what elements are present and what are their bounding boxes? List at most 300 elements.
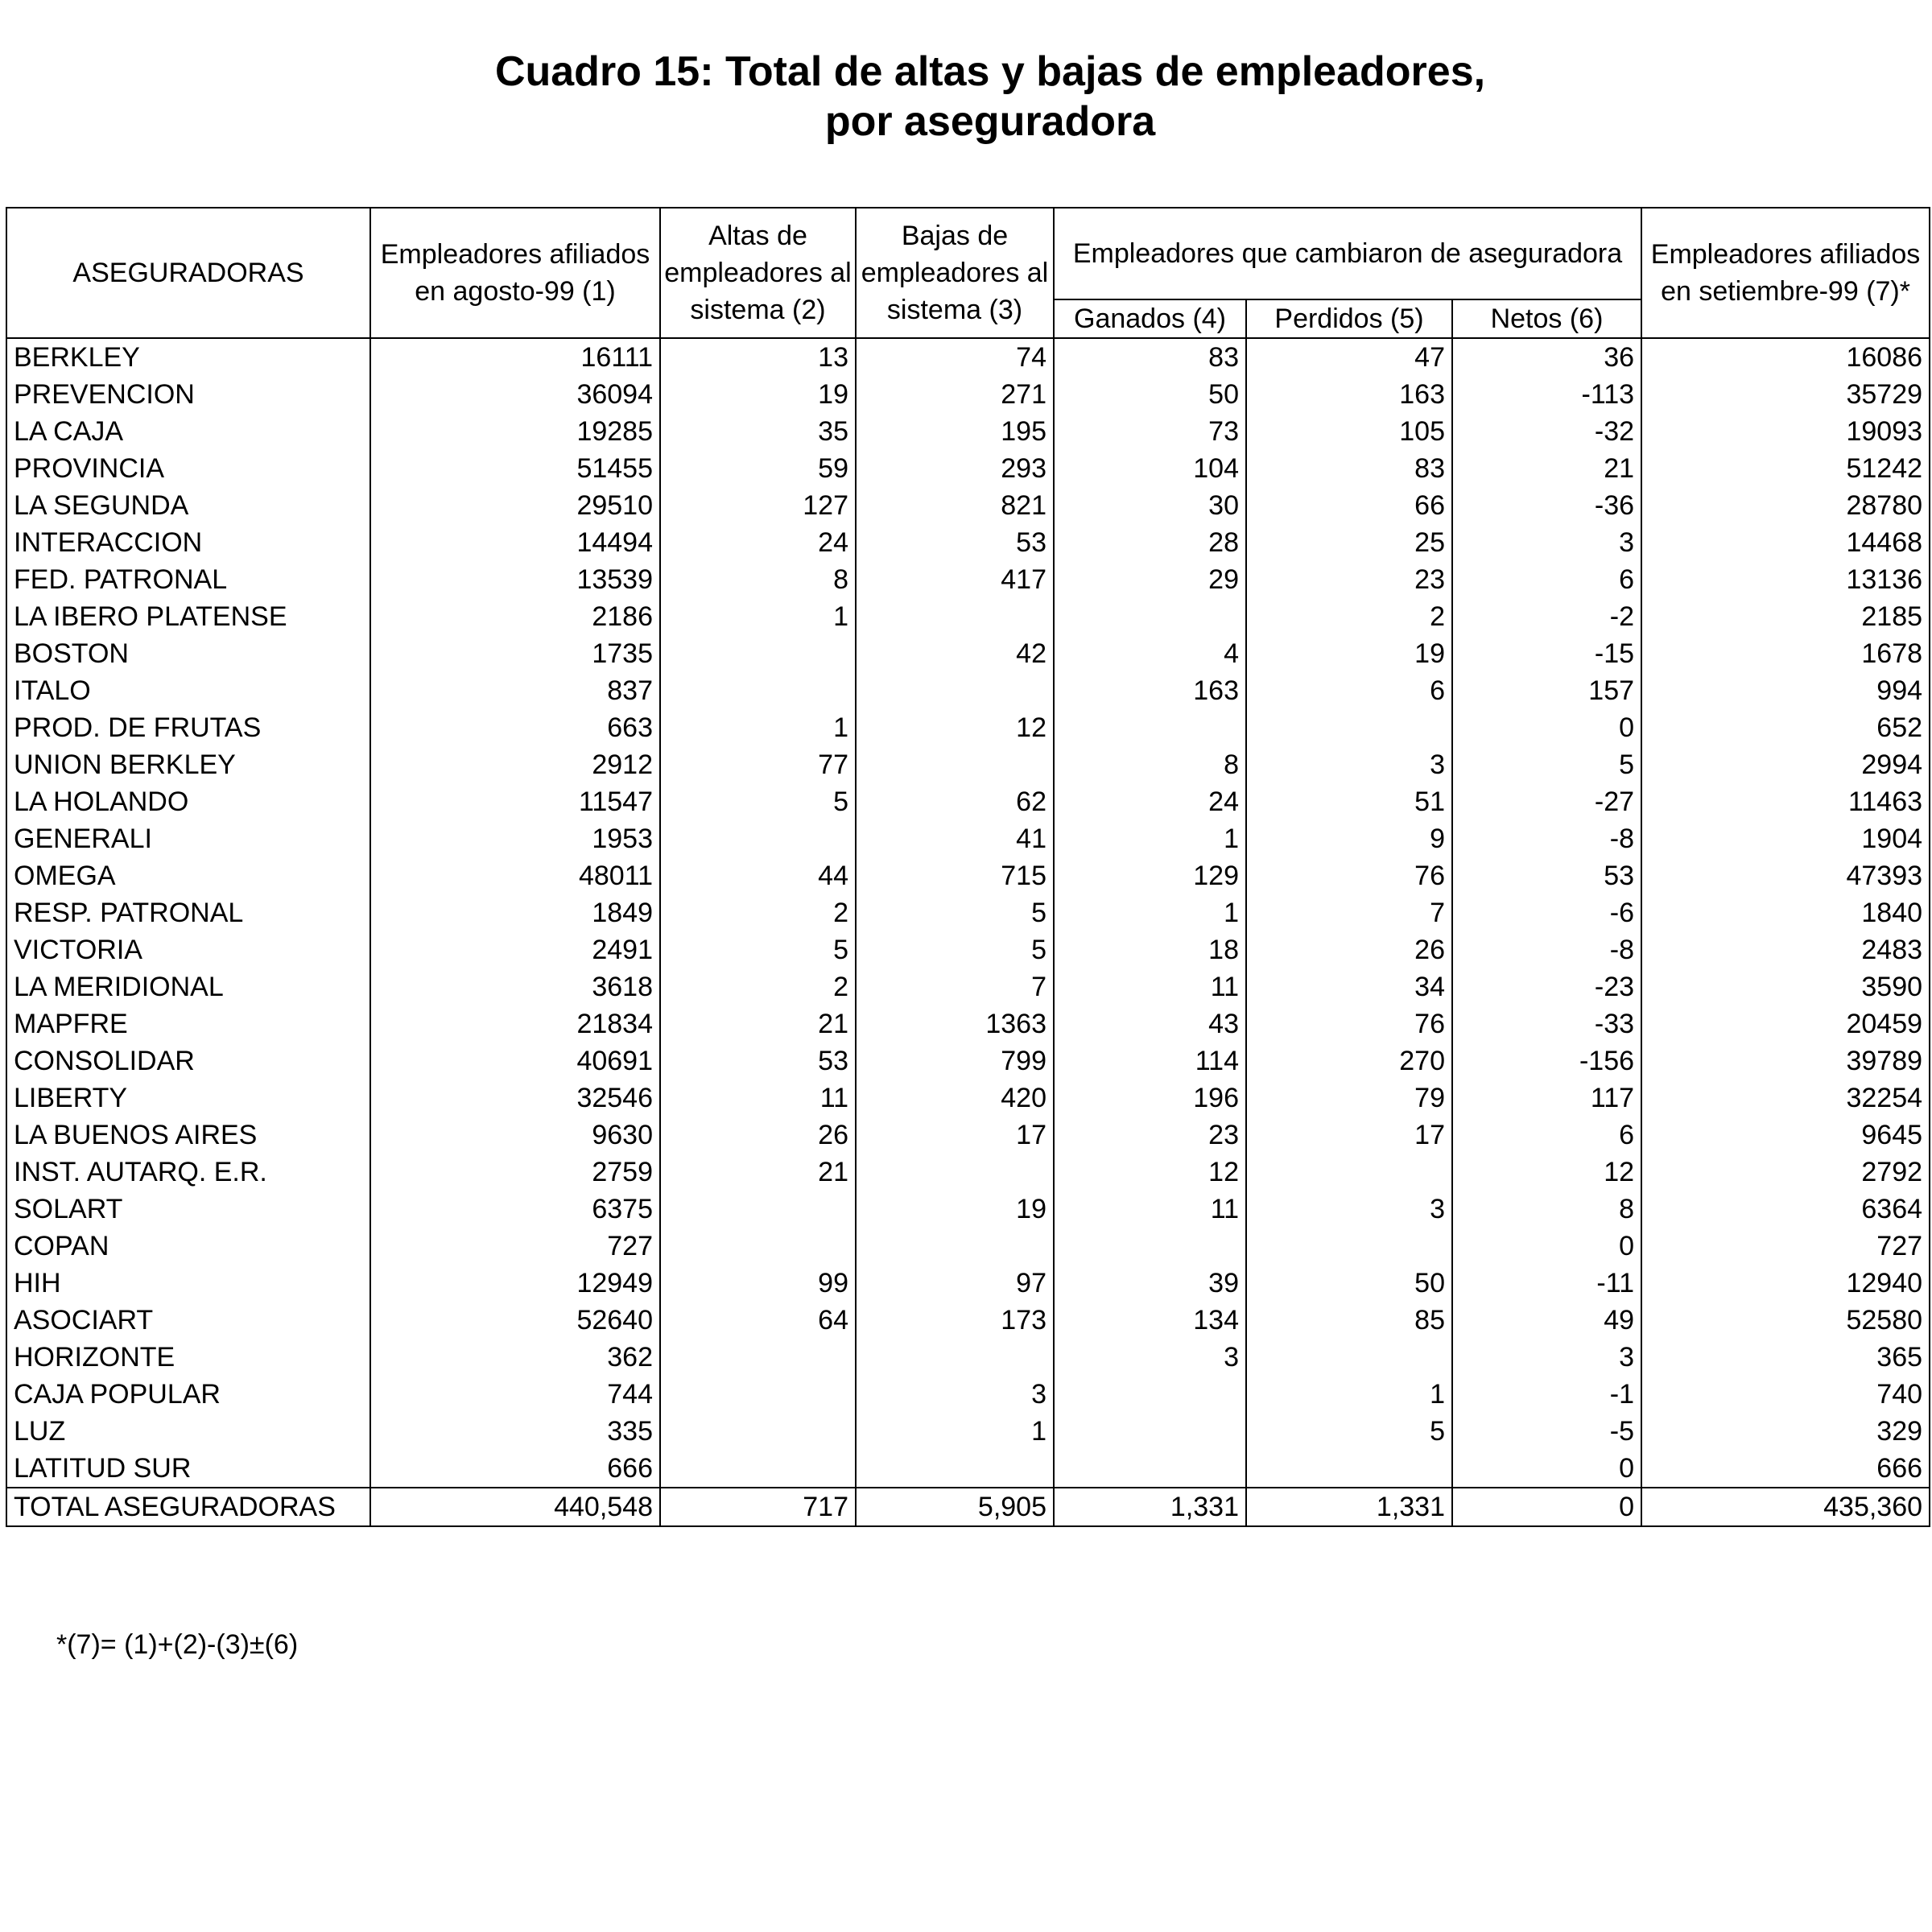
table-row bbox=[6, 1413, 1930, 1450]
cell-insurer-name: CAJA POPULAR bbox=[6, 1376, 370, 1413]
cell-afiliados-setiembre: 2994 bbox=[1641, 746, 1930, 783]
cell-insurer-name: CONSOLIDAR bbox=[6, 1042, 370, 1080]
cell-perdidos bbox=[1246, 709, 1452, 746]
cell-perdidos: 270 bbox=[1246, 1042, 1452, 1080]
cell-afiliados-setiembre: 35729 bbox=[1641, 376, 1930, 413]
cell-ganados: 163 bbox=[1054, 672, 1246, 709]
cell-perdidos: 1 bbox=[1246, 1376, 1452, 1413]
cell-altas: 2 bbox=[660, 894, 856, 931]
cell-afiliados-agosto: 2912 bbox=[370, 746, 660, 783]
cell-netos: 53 bbox=[1452, 857, 1641, 894]
total-perdidos: 1,331 bbox=[1246, 1488, 1452, 1526]
table-row bbox=[6, 894, 1930, 931]
cell-ganados: 104 bbox=[1054, 450, 1246, 487]
cell-afiliados-setiembre: 12940 bbox=[1641, 1265, 1930, 1302]
cell-bajas: 173 bbox=[856, 1302, 1054, 1339]
cell-afiliados-setiembre: 51242 bbox=[1641, 450, 1930, 487]
cell-ganados: 196 bbox=[1054, 1080, 1246, 1117]
cell-ganados bbox=[1054, 1450, 1246, 1488]
cell-perdidos: 76 bbox=[1246, 857, 1452, 894]
cell-perdidos: 34 bbox=[1246, 968, 1452, 1005]
cell-afiliados-agosto: 40691 bbox=[370, 1042, 660, 1080]
cell-insurer-name: LATITUD SUR bbox=[6, 1450, 370, 1488]
cell-netos: -33 bbox=[1452, 1005, 1641, 1042]
cell-afiliados-agosto: 2186 bbox=[370, 598, 660, 635]
cell-netos: 12 bbox=[1452, 1154, 1641, 1191]
cell-perdidos bbox=[1246, 1154, 1452, 1191]
cell-bajas: 271 bbox=[856, 376, 1054, 413]
cell-bajas bbox=[856, 1450, 1054, 1488]
title-line-1: Cuadro 15: Total de altas y bajas de empleadores, bbox=[494, 48, 1486, 95]
cell-bajas: 97 bbox=[856, 1265, 1054, 1302]
cell-netos: 0 bbox=[1452, 1228, 1641, 1265]
cell-netos: -11 bbox=[1452, 1265, 1641, 1302]
cell-altas: 1 bbox=[660, 598, 856, 635]
cell-bajas bbox=[856, 1228, 1054, 1265]
cell-bajas: 821 bbox=[856, 487, 1054, 524]
cell-insurer-name: LIBERTY bbox=[6, 1080, 370, 1117]
cell-afiliados-setiembre: 1840 bbox=[1641, 894, 1930, 931]
cell-afiliados-agosto: 14494 bbox=[370, 524, 660, 561]
table-row bbox=[6, 709, 1930, 746]
cell-altas: 59 bbox=[660, 450, 856, 487]
cell-altas: 1 bbox=[660, 709, 856, 746]
cell-ganados: 30 bbox=[1054, 487, 1246, 524]
cell-afiliados-agosto: 13539 bbox=[370, 561, 660, 598]
table-row bbox=[6, 1154, 1930, 1191]
cell-netos: 6 bbox=[1452, 1117, 1641, 1154]
cell-bajas: 12 bbox=[856, 709, 1054, 746]
cell-insurer-name: LA HOLANDO bbox=[6, 783, 370, 820]
cell-afiliados-agosto: 663 bbox=[370, 709, 660, 746]
cell-netos: 6 bbox=[1452, 561, 1641, 598]
table-row bbox=[6, 376, 1930, 413]
cell-afiliados-agosto: 744 bbox=[370, 1376, 660, 1413]
header-afiliados-agosto: Empleadores afiliados en agosto-99 (1) bbox=[370, 208, 660, 338]
cell-bajas: 715 bbox=[856, 857, 1054, 894]
cell-altas: 99 bbox=[660, 1265, 856, 1302]
cell-afiliados-setiembre: 1678 bbox=[1641, 635, 1930, 672]
cell-ganados: 23 bbox=[1054, 1117, 1246, 1154]
cell-perdidos: 3 bbox=[1246, 1191, 1452, 1228]
cell-bajas: 74 bbox=[856, 338, 1054, 376]
header-afiliados-setiembre: Empleadores afiliados en setiembre-99 (7)* bbox=[1641, 208, 1930, 338]
cell-altas bbox=[660, 1376, 856, 1413]
cell-ganados: 73 bbox=[1054, 413, 1246, 450]
cell-bajas: 53 bbox=[856, 524, 1054, 561]
cell-altas: 19 bbox=[660, 376, 856, 413]
insurers-table bbox=[6, 207, 1930, 1527]
cell-afiliados-agosto: 2491 bbox=[370, 931, 660, 968]
table-row bbox=[6, 524, 1930, 561]
cell-netos: 49 bbox=[1452, 1302, 1641, 1339]
table-row bbox=[6, 1080, 1930, 1117]
cell-netos: 157 bbox=[1452, 672, 1641, 709]
cell-bajas bbox=[856, 598, 1054, 635]
cell-ganados: 3 bbox=[1054, 1339, 1246, 1376]
cell-altas bbox=[660, 1228, 856, 1265]
cell-bajas: 195 bbox=[856, 413, 1054, 450]
cell-bajas bbox=[856, 672, 1054, 709]
cell-afiliados-setiembre: 994 bbox=[1641, 672, 1930, 709]
cell-insurer-name: BOSTON bbox=[6, 635, 370, 672]
cell-perdidos: 66 bbox=[1246, 487, 1452, 524]
cell-ganados: 29 bbox=[1054, 561, 1246, 598]
cell-insurer-name: LA BUENOS AIRES bbox=[6, 1117, 370, 1154]
cell-afiliados-setiembre: 3590 bbox=[1641, 968, 1930, 1005]
cell-perdidos: 2 bbox=[1246, 598, 1452, 635]
cell-ganados: 134 bbox=[1054, 1302, 1246, 1339]
cell-afiliados-setiembre: 32254 bbox=[1641, 1080, 1930, 1117]
cell-bajas: 3 bbox=[856, 1376, 1054, 1413]
cell-ganados: 39 bbox=[1054, 1265, 1246, 1302]
cell-netos: -113 bbox=[1452, 376, 1641, 413]
cell-bajas: 417 bbox=[856, 561, 1054, 598]
cell-bajas: 420 bbox=[856, 1080, 1054, 1117]
cell-insurer-name: BERKLEY bbox=[6, 338, 370, 376]
header-perdidos: Perdidos (5) bbox=[1246, 299, 1452, 338]
table-row bbox=[6, 1302, 1930, 1339]
cell-bajas: 1 bbox=[856, 1413, 1054, 1450]
header-bajas: Bajas de empleadores al sistema (3) bbox=[856, 208, 1054, 338]
cell-ganados: 1 bbox=[1054, 894, 1246, 931]
cell-afiliados-agosto: 12949 bbox=[370, 1265, 660, 1302]
cell-afiliados-agosto: 36094 bbox=[370, 376, 660, 413]
cell-afiliados-agosto: 837 bbox=[370, 672, 660, 709]
cell-afiliados-setiembre: 28780 bbox=[1641, 487, 1930, 524]
cell-altas bbox=[660, 672, 856, 709]
cell-perdidos: 50 bbox=[1246, 1265, 1452, 1302]
total-label: TOTAL ASEGURADORAS bbox=[6, 1488, 370, 1526]
cell-bajas bbox=[856, 746, 1054, 783]
cell-ganados: 83 bbox=[1054, 338, 1246, 376]
cell-afiliados-setiembre: 666 bbox=[1641, 1450, 1930, 1488]
cell-perdidos: 105 bbox=[1246, 413, 1452, 450]
cell-insurer-name: ITALO bbox=[6, 672, 370, 709]
cell-netos: -2 bbox=[1452, 598, 1641, 635]
header-ganados: Ganados (4) bbox=[1054, 299, 1246, 338]
cell-afiliados-setiembre: 365 bbox=[1641, 1339, 1930, 1376]
cell-altas: 21 bbox=[660, 1154, 856, 1191]
table-row bbox=[6, 1042, 1930, 1080]
cell-perdidos: 51 bbox=[1246, 783, 1452, 820]
cell-altas: 5 bbox=[660, 931, 856, 968]
cell-netos: -6 bbox=[1452, 894, 1641, 931]
cell-altas: 5 bbox=[660, 783, 856, 820]
cell-netos: -27 bbox=[1452, 783, 1641, 820]
cell-perdidos bbox=[1246, 1339, 1452, 1376]
cell-netos: -5 bbox=[1452, 1413, 1641, 1450]
footnote: *(7)= (1)+(2)-(3)±(6) bbox=[56, 1629, 299, 1660]
cell-bajas: 19 bbox=[856, 1191, 1054, 1228]
cell-netos: 5 bbox=[1452, 746, 1641, 783]
cell-altas bbox=[660, 1339, 856, 1376]
table-row bbox=[6, 1450, 1930, 1488]
cell-bajas: 5 bbox=[856, 894, 1054, 931]
cell-altas bbox=[660, 820, 856, 857]
header-cambiaron: Empleadores que cambiaron de aseguradora bbox=[1054, 208, 1641, 299]
cell-afiliados-setiembre: 2185 bbox=[1641, 598, 1930, 635]
cell-bajas: 42 bbox=[856, 635, 1054, 672]
cell-netos: 21 bbox=[1452, 450, 1641, 487]
cell-ganados bbox=[1054, 709, 1246, 746]
cell-afiliados-setiembre: 20459 bbox=[1641, 1005, 1930, 1042]
table-row bbox=[6, 857, 1930, 894]
cell-perdidos bbox=[1246, 1450, 1452, 1488]
total-row bbox=[6, 1488, 1930, 1526]
cell-ganados: 4 bbox=[1054, 635, 1246, 672]
cell-insurer-name: LA SEGUNDA bbox=[6, 487, 370, 524]
table-row bbox=[6, 635, 1930, 672]
cell-afiliados-agosto: 9630 bbox=[370, 1117, 660, 1154]
cell-ganados: 50 bbox=[1054, 376, 1246, 413]
cell-insurer-name: OMEGA bbox=[6, 857, 370, 894]
table-body bbox=[6, 338, 1930, 1488]
cell-altas: 64 bbox=[660, 1302, 856, 1339]
total-afiliados-agosto: 440,548 bbox=[370, 1488, 660, 1526]
cell-ganados bbox=[1054, 1376, 1246, 1413]
cell-afiliados-agosto: 21834 bbox=[370, 1005, 660, 1042]
cell-ganados: 8 bbox=[1054, 746, 1246, 783]
cell-afiliados-agosto: 1953 bbox=[370, 820, 660, 857]
total-ganados: 1,331 bbox=[1054, 1488, 1246, 1526]
cell-netos: 117 bbox=[1452, 1080, 1641, 1117]
cell-perdidos: 7 bbox=[1246, 894, 1452, 931]
cell-netos: 0 bbox=[1452, 709, 1641, 746]
cell-afiliados-setiembre: 19093 bbox=[1641, 413, 1930, 450]
cell-bajas bbox=[856, 1154, 1054, 1191]
cell-altas: 53 bbox=[660, 1042, 856, 1080]
cell-insurer-name: RESP. PATRONAL bbox=[6, 894, 370, 931]
cell-netos: -156 bbox=[1452, 1042, 1641, 1080]
cell-bajas: 1363 bbox=[856, 1005, 1054, 1042]
cell-bajas: 62 bbox=[856, 783, 1054, 820]
total-netos: 0 bbox=[1452, 1488, 1641, 1526]
cell-bajas: 41 bbox=[856, 820, 1054, 857]
cell-afiliados-setiembre: 13136 bbox=[1641, 561, 1930, 598]
cell-afiliados-agosto: 1735 bbox=[370, 635, 660, 672]
cell-afiliados-setiembre: 39789 bbox=[1641, 1042, 1930, 1080]
table-row bbox=[6, 1191, 1930, 1228]
cell-insurer-name: INTERACCION bbox=[6, 524, 370, 561]
cell-perdidos bbox=[1246, 1228, 1452, 1265]
table-row bbox=[6, 1005, 1930, 1042]
table-row bbox=[6, 968, 1930, 1005]
cell-perdidos: 47 bbox=[1246, 338, 1452, 376]
cell-insurer-name: UNION BERKLEY bbox=[6, 746, 370, 783]
cell-netos: -1 bbox=[1452, 1376, 1641, 1413]
cell-afiliados-setiembre: 9645 bbox=[1641, 1117, 1930, 1154]
table-row bbox=[6, 561, 1930, 598]
cell-netos: -15 bbox=[1452, 635, 1641, 672]
cell-afiliados-agosto: 335 bbox=[370, 1413, 660, 1450]
cell-altas bbox=[660, 1413, 856, 1450]
cell-altas bbox=[660, 1191, 856, 1228]
cell-insurer-name: HIH bbox=[6, 1265, 370, 1302]
cell-bajas: 7 bbox=[856, 968, 1054, 1005]
cell-bajas: 293 bbox=[856, 450, 1054, 487]
table-row bbox=[6, 931, 1930, 968]
table-row bbox=[6, 1228, 1930, 1265]
table-row bbox=[6, 1265, 1930, 1302]
cell-altas: 24 bbox=[660, 524, 856, 561]
cell-insurer-name: SOLART bbox=[6, 1191, 370, 1228]
header-altas: Altas de empleadores al sistema (2) bbox=[660, 208, 856, 338]
cell-netos: 0 bbox=[1452, 1450, 1641, 1488]
cell-insurer-name: INST. AUTARQ. E.R. bbox=[6, 1154, 370, 1191]
cell-perdidos: 76 bbox=[1246, 1005, 1452, 1042]
cell-perdidos: 9 bbox=[1246, 820, 1452, 857]
cell-bajas: 5 bbox=[856, 931, 1054, 968]
cell-afiliados-setiembre: 52580 bbox=[1641, 1302, 1930, 1339]
cell-afiliados-agosto: 16111 bbox=[370, 338, 660, 376]
cell-afiliados-setiembre: 11463 bbox=[1641, 783, 1930, 820]
cell-afiliados-setiembre: 14468 bbox=[1641, 524, 1930, 561]
cell-afiliados-agosto: 29510 bbox=[370, 487, 660, 524]
cell-afiliados-agosto: 2759 bbox=[370, 1154, 660, 1191]
cell-netos: 36 bbox=[1452, 338, 1641, 376]
cell-altas: 26 bbox=[660, 1117, 856, 1154]
cell-perdidos: 83 bbox=[1246, 450, 1452, 487]
cell-ganados bbox=[1054, 1413, 1246, 1450]
cell-altas bbox=[660, 635, 856, 672]
cell-ganados: 43 bbox=[1054, 1005, 1246, 1042]
cell-ganados: 114 bbox=[1054, 1042, 1246, 1080]
cell-afiliados-agosto: 727 bbox=[370, 1228, 660, 1265]
cell-ganados: 129 bbox=[1054, 857, 1246, 894]
cell-afiliados-setiembre: 2483 bbox=[1641, 931, 1930, 968]
cell-insurer-name: PREVENCION bbox=[6, 376, 370, 413]
cell-netos: 8 bbox=[1452, 1191, 1641, 1228]
cell-ganados: 11 bbox=[1054, 1191, 1246, 1228]
cell-insurer-name: LA CAJA bbox=[6, 413, 370, 450]
cell-ganados: 24 bbox=[1054, 783, 1246, 820]
cell-ganados: 11 bbox=[1054, 968, 1246, 1005]
cell-altas: 35 bbox=[660, 413, 856, 450]
cell-netos: -8 bbox=[1452, 931, 1641, 968]
table-row bbox=[6, 450, 1930, 487]
cell-afiliados-agosto: 52640 bbox=[370, 1302, 660, 1339]
table-row bbox=[6, 1339, 1930, 1376]
cell-altas: 8 bbox=[660, 561, 856, 598]
cell-ganados: 18 bbox=[1054, 931, 1246, 968]
table-row bbox=[6, 413, 1930, 450]
table-row bbox=[6, 487, 1930, 524]
cell-insurer-name: ASOCIART bbox=[6, 1302, 370, 1339]
cell-afiliados-setiembre: 6364 bbox=[1641, 1191, 1930, 1228]
cell-bajas: 17 bbox=[856, 1117, 1054, 1154]
cell-perdidos: 3 bbox=[1246, 746, 1452, 783]
title-line-2: por aseguradora bbox=[824, 98, 1156, 145]
cell-bajas: 799 bbox=[856, 1042, 1054, 1080]
cell-ganados: 1 bbox=[1054, 820, 1246, 857]
cell-insurer-name: PROVINCIA bbox=[6, 450, 370, 487]
cell-ganados bbox=[1054, 598, 1246, 635]
cell-afiliados-setiembre: 329 bbox=[1641, 1413, 1930, 1450]
cell-netos: -36 bbox=[1452, 487, 1641, 524]
cell-afiliados-agosto: 6375 bbox=[370, 1191, 660, 1228]
cell-afiliados-setiembre: 47393 bbox=[1641, 857, 1930, 894]
cell-insurer-name: MAPFRE bbox=[6, 1005, 370, 1042]
page-title bbox=[0, 47, 1932, 147]
cell-afiliados-agosto: 362 bbox=[370, 1339, 660, 1376]
total-bajas: 5,905 bbox=[856, 1488, 1054, 1526]
cell-afiliados-agosto: 3618 bbox=[370, 968, 660, 1005]
cell-afiliados-setiembre: 16086 bbox=[1641, 338, 1930, 376]
cell-insurer-name: VICTORIA bbox=[6, 931, 370, 968]
total-afiliados-setiembre: 435,360 bbox=[1641, 1488, 1930, 1526]
cell-altas: 77 bbox=[660, 746, 856, 783]
cell-perdidos: 5 bbox=[1246, 1413, 1452, 1450]
cell-perdidos: 26 bbox=[1246, 931, 1452, 968]
cell-perdidos: 19 bbox=[1246, 635, 1452, 672]
cell-netos: -23 bbox=[1452, 968, 1641, 1005]
cell-perdidos: 163 bbox=[1246, 376, 1452, 413]
cell-afiliados-setiembre: 1904 bbox=[1641, 820, 1930, 857]
cell-bajas bbox=[856, 1339, 1054, 1376]
cell-insurer-name: COPAN bbox=[6, 1228, 370, 1265]
cell-perdidos: 23 bbox=[1246, 561, 1452, 598]
cell-altas: 13 bbox=[660, 338, 856, 376]
cell-afiliados-setiembre: 652 bbox=[1641, 709, 1930, 746]
table-row bbox=[6, 672, 1930, 709]
cell-afiliados-agosto: 19285 bbox=[370, 413, 660, 450]
cell-ganados: 28 bbox=[1054, 524, 1246, 561]
table-row bbox=[6, 783, 1930, 820]
cell-afiliados-agosto: 32546 bbox=[370, 1080, 660, 1117]
table-row bbox=[6, 1117, 1930, 1154]
header-netos: Netos (6) bbox=[1452, 299, 1641, 338]
cell-insurer-name: HORIZONTE bbox=[6, 1339, 370, 1376]
cell-afiliados-agosto: 51455 bbox=[370, 450, 660, 487]
cell-afiliados-agosto: 666 bbox=[370, 1450, 660, 1488]
cell-insurer-name: GENERALI bbox=[6, 820, 370, 857]
cell-perdidos: 25 bbox=[1246, 524, 1452, 561]
cell-ganados: 12 bbox=[1054, 1154, 1246, 1191]
cell-ganados bbox=[1054, 1228, 1246, 1265]
cell-afiliados-setiembre: 727 bbox=[1641, 1228, 1930, 1265]
cell-netos: -8 bbox=[1452, 820, 1641, 857]
cell-altas: 2 bbox=[660, 968, 856, 1005]
cell-afiliados-setiembre: 2792 bbox=[1641, 1154, 1930, 1191]
table-row bbox=[6, 1376, 1930, 1413]
cell-altas bbox=[660, 1450, 856, 1488]
cell-afiliados-agosto: 48011 bbox=[370, 857, 660, 894]
table-row bbox=[6, 746, 1930, 783]
cell-afiliados-setiembre: 740 bbox=[1641, 1376, 1930, 1413]
total-altas: 717 bbox=[660, 1488, 856, 1526]
cell-insurer-name: LUZ bbox=[6, 1413, 370, 1450]
cell-afiliados-agosto: 11547 bbox=[370, 783, 660, 820]
cell-altas: 21 bbox=[660, 1005, 856, 1042]
cell-netos: 3 bbox=[1452, 524, 1641, 561]
cell-altas: 44 bbox=[660, 857, 856, 894]
cell-insurer-name: LA IBERO PLATENSE bbox=[6, 598, 370, 635]
cell-netos: 3 bbox=[1452, 1339, 1641, 1376]
cell-insurer-name: FED. PATRONAL bbox=[6, 561, 370, 598]
header-aseguradoras: ASEGURADORAS bbox=[6, 208, 370, 338]
cell-netos: -32 bbox=[1452, 413, 1641, 450]
cell-altas: 11 bbox=[660, 1080, 856, 1117]
cell-altas: 127 bbox=[660, 487, 856, 524]
cell-perdidos: 17 bbox=[1246, 1117, 1452, 1154]
cell-perdidos: 6 bbox=[1246, 672, 1452, 709]
cell-insurer-name: PROD. DE FRUTAS bbox=[6, 709, 370, 746]
cell-afiliados-agosto: 1849 bbox=[370, 894, 660, 931]
cell-insurer-name: LA MERIDIONAL bbox=[6, 968, 370, 1005]
table-row bbox=[6, 820, 1930, 857]
cell-perdidos: 85 bbox=[1246, 1302, 1452, 1339]
